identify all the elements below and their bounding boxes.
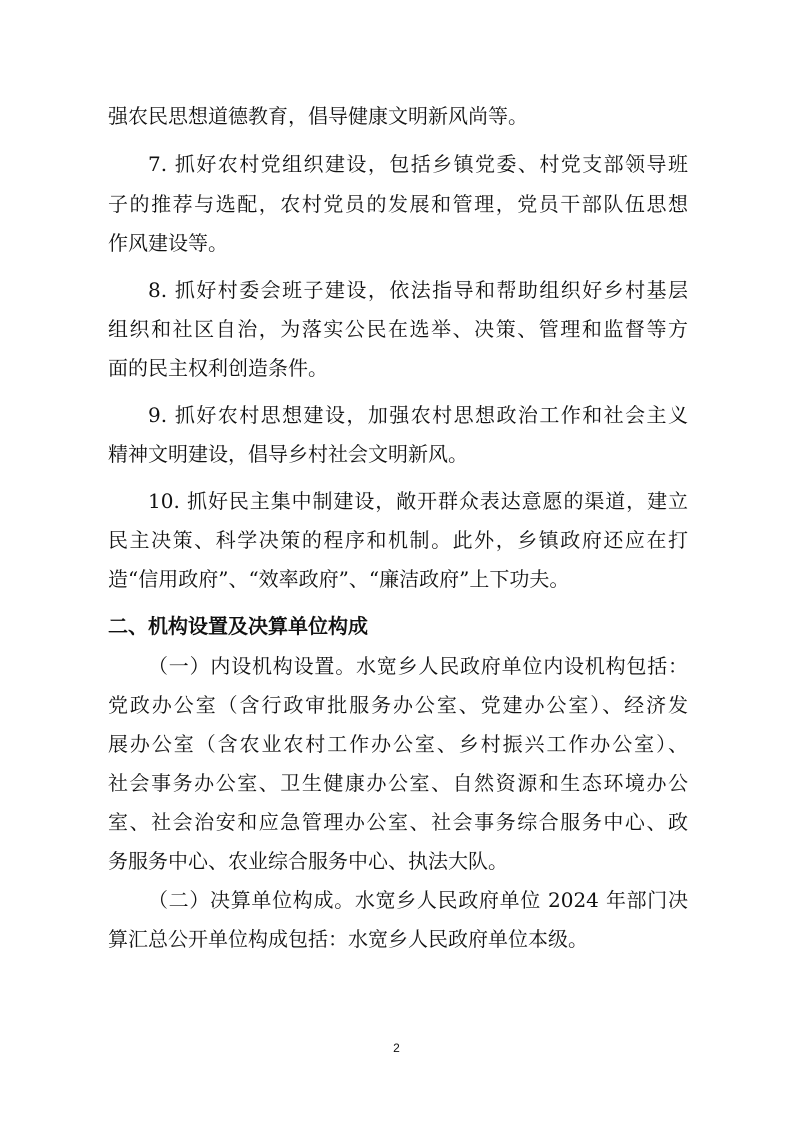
paragraph-line: 7. 抓好农村党组织建设，包括乡镇党委、村党支部领导班 (148, 152, 688, 176)
paragraph-line: （二）决算单位构成。水宽乡人民政府单位 2024 年部门决 (148, 888, 688, 912)
paragraph-line: 子的推荐与选配，农村党员的发展和管理，党员干部队伍思想 (108, 192, 688, 216)
paragraph-line: 务服务中心、农业综合服务中心、执法大队。 (108, 849, 508, 873)
paragraph-line: 室、社会治安和应急管理办公室、社会事务综合服务中心、政 (108, 810, 688, 834)
paragraph-line: 算汇总公开单位构成包括：水宽乡人民政府单位本级。 (108, 927, 588, 951)
paragraph-line: （一）内设机构设置。水宽乡人民政府单位内设机构包括： (148, 654, 688, 678)
paragraph-line: 精神文明建设，倡导乡村社会文明新风。 (108, 442, 468, 466)
paragraph-line: 造“信用政府”、“效率政府”、“廉洁政府”上下功夫。 (108, 567, 570, 591)
paragraph-line: 社会事务办公室、卫生健康办公室、自然资源和生态环境办公 (108, 771, 688, 795)
paragraph-line: 9. 抓好农村思想建设，加强农村思想政治工作和社会主义 (148, 403, 688, 427)
page-number: 2 (393, 1041, 400, 1055)
paragraph-line: 8. 抓好村委会班子建设，依法指导和帮助组织好乡村基层 (148, 278, 688, 302)
paragraph-line: 10. 抓好民主集中制建设，敞开群众表达意愿的渠道，建立 (148, 489, 688, 513)
paragraph-line: 组织和社区自治，为落实公民在选举、决策、管理和监督等方 (108, 317, 688, 341)
paragraph-line: 党政办公室（含行政审批服务办公室、党建办公室）、经济发 (108, 693, 688, 717)
paragraph-line: 强农民思想道德教育，倡导健康文明新风尚等。 (108, 104, 528, 128)
paragraph-line: 展办公室（含农业农村工作办公室、乡村振兴工作办公室）、 (108, 732, 688, 756)
section-heading: 二、机构设置及决算单位构成 (108, 614, 368, 638)
paragraph-line: 面的民主权利创造条件。 (108, 356, 328, 380)
paragraph-line: 作风建设等。 (108, 231, 228, 255)
paragraph-line: 民主决策、科学决策的程序和机制。此外，乡镇政府还应在打 (108, 528, 688, 552)
